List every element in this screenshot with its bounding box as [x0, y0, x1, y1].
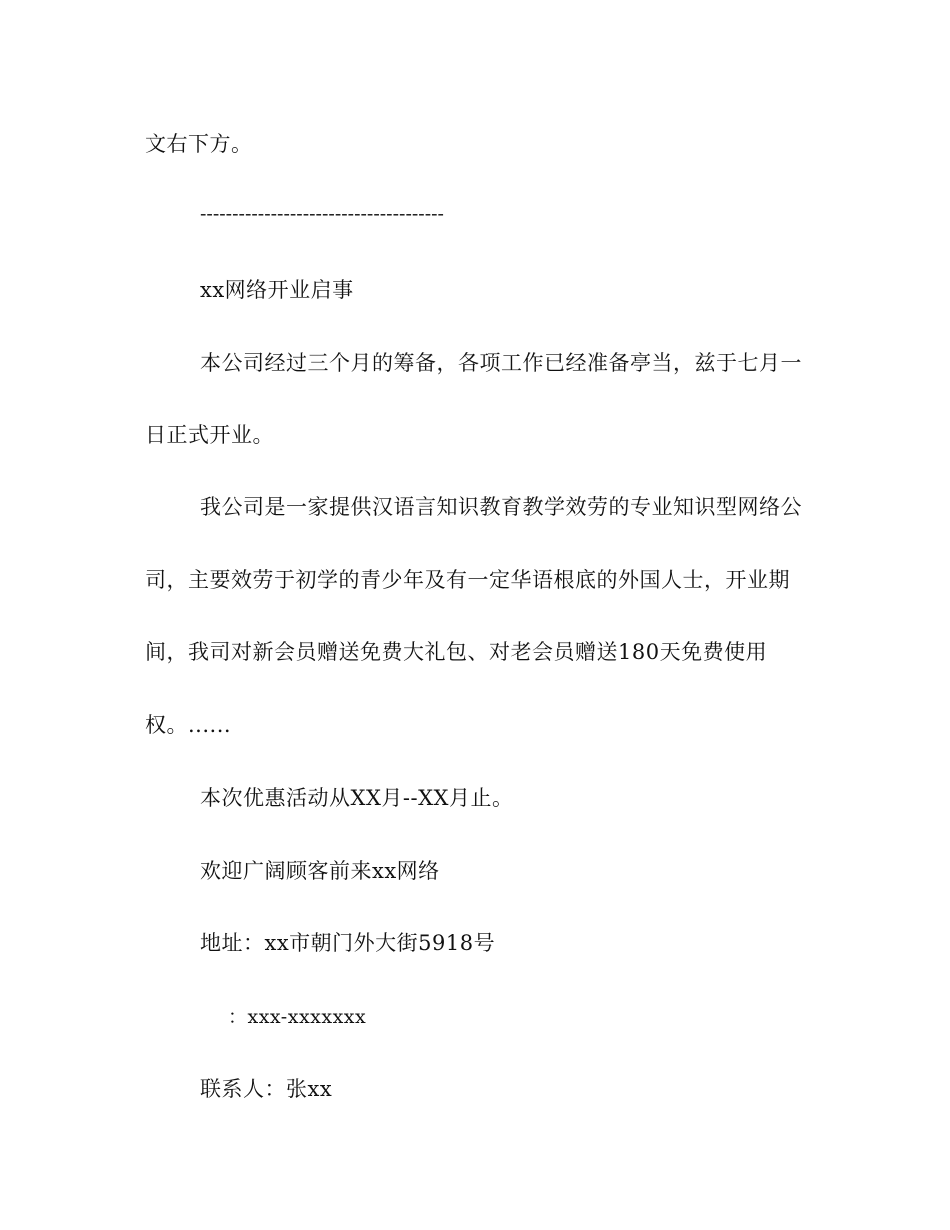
phone-text: ：xxx-xxxxxxx: [228, 1006, 367, 1028]
promo-period: 本次优惠活动从XX月--XX月止。: [200, 786, 514, 810]
paragraph-2-line-1: 我公司是一家提供汉语言知识教育教学效劳的专业知识型网络公: [200, 495, 802, 519]
paragraph-1-line-2: 日正式开业。: [145, 423, 274, 447]
paragraph-2-line-4: 权。......: [145, 713, 232, 737]
address-text: 地址：xx市朝门外大街5918号: [200, 931, 496, 955]
notice-title: xx网络开业启事: [200, 278, 354, 302]
carryover-text: 文右下方。: [145, 132, 253, 156]
paragraph-2-line-2: 司，主要效劳于初学的青少年及有一定华语根底的外国人士，开业期: [145, 568, 790, 592]
paragraph-1-line-1: 本公司经过三个月的筹备，各项工作已经准备亭当，兹于七月一: [200, 351, 802, 375]
welcome-text: 欢迎广阔顾客前来xx网络: [200, 859, 440, 883]
contact-person: 联系人：张xx: [200, 1077, 333, 1101]
paragraph-2-line-3: 间，我司对新会员赠送免费大礼包、对老会员赠送180天免费使用: [145, 640, 768, 664]
separator-line: --------------------------------------: [200, 203, 444, 225]
